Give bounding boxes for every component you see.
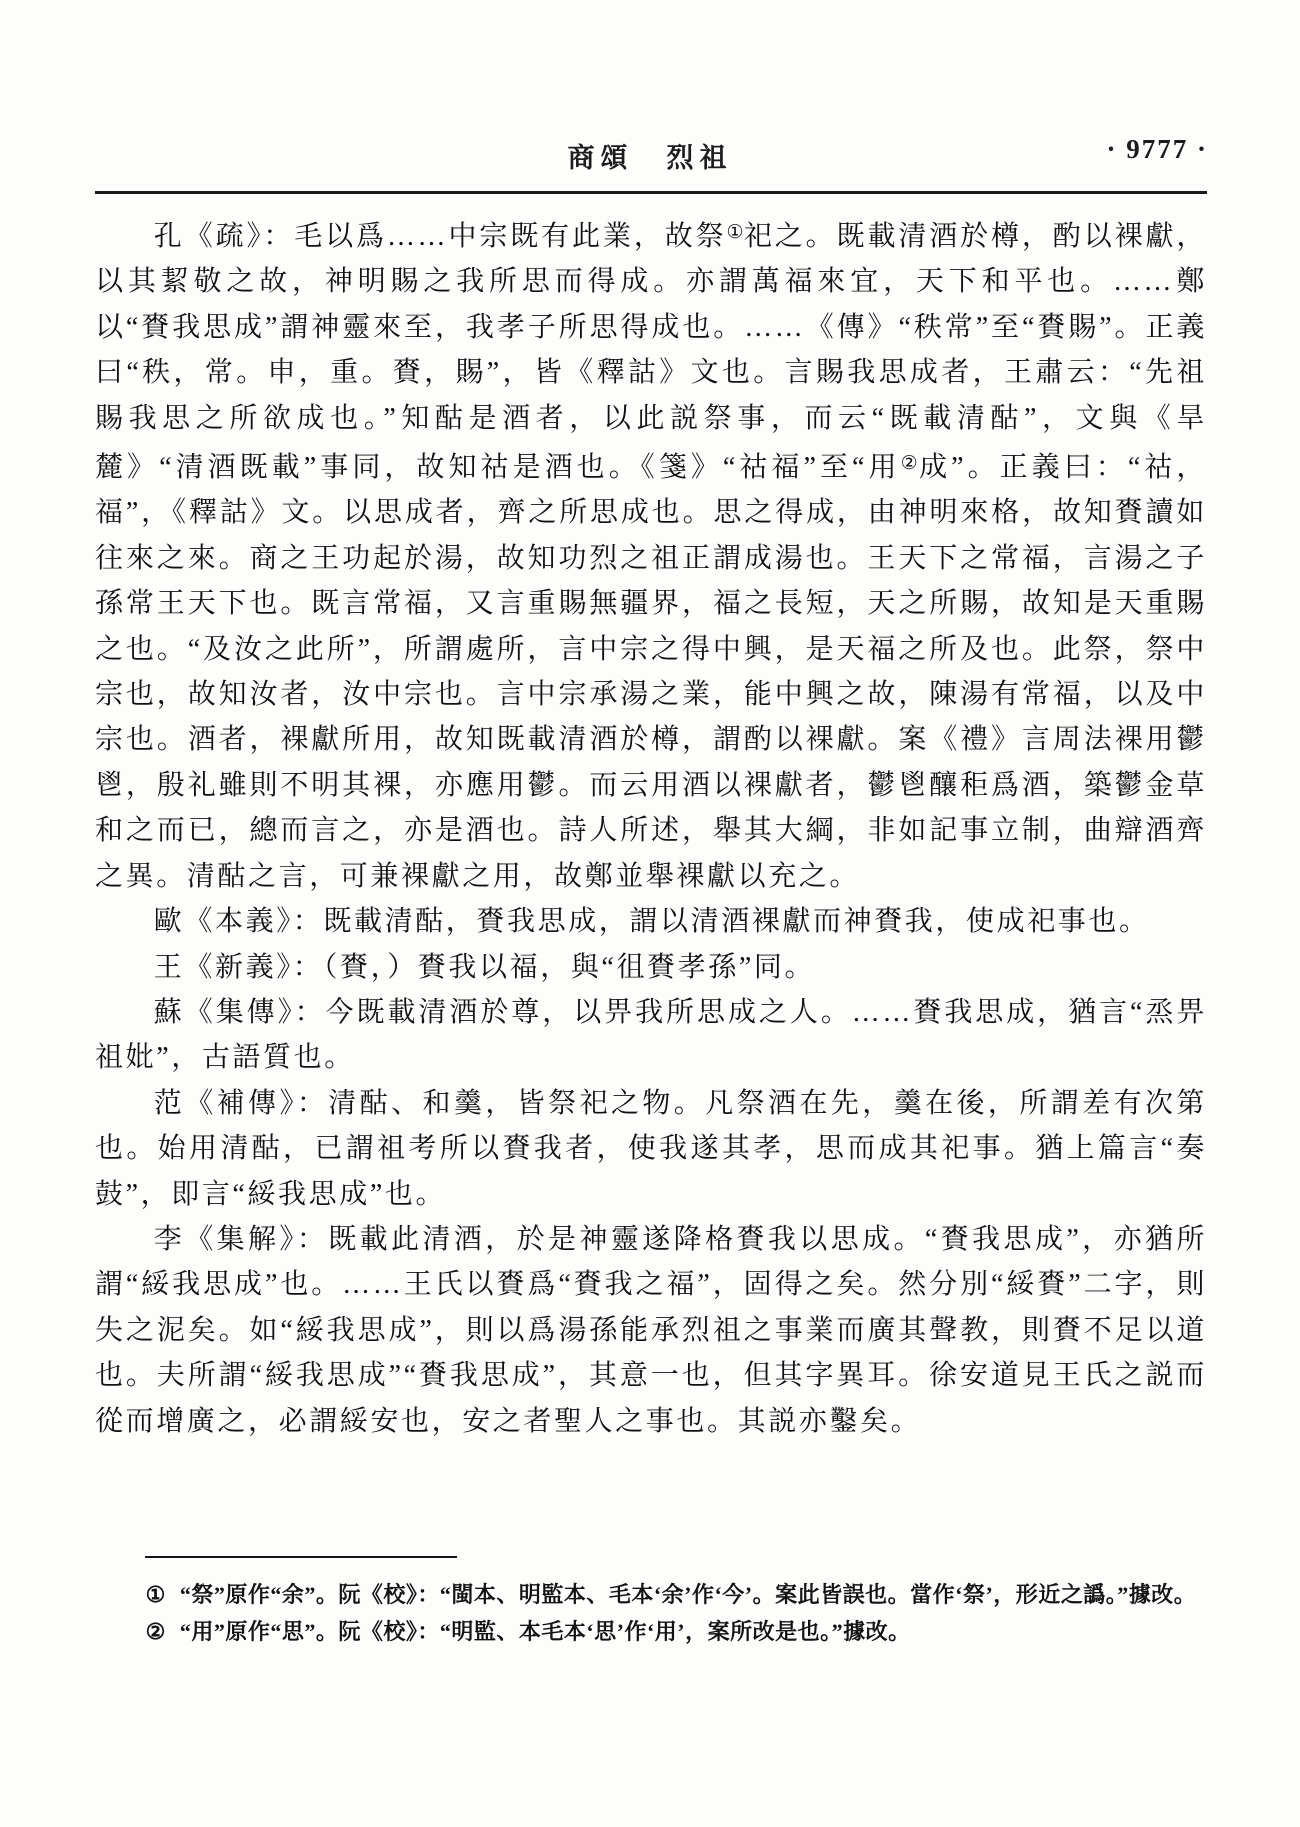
paragraph-text: 成”。正義曰：“祜，福”，《釋詁》文。以思成者，齊之所思成也。思之得成，由神明來格，故知賚讀如往來之來。商之王功起於湯，故知功烈之祖正謂成湯也。王天下之常福，言湯之子孫常王天下也。既言常福，又言重賜無疆界，福之長短，天之所賜，故知是天重賜之也。“及汝之此所”，所謂處所，言中宗之得中興，是天福之所及也。此祭，祭中宗也，故知汝者，汝中宗也。言中宗承湯之業，能中興之故，陳湯有常福，以及中宗也。酒者，裸獻所用，故知既載清酒於樽，謂酌以裸獻。案《禮》言周法裸用鬱鬯，殷礼雖則不明其裸，亦應用鬱。而云用酒以裸獻者，鬱鬯釀秬爲酒，築鬱金草和之而已，總而言之，亦是酒也。詩人所述，舉其大綱，非如記事立制，曲辯酒齊之異。清酤之言，可兼裸獻之用，故鄭並舉裸獻以充之。	[95, 452, 1207, 892]
footnote-separator-rule	[145, 1556, 457, 1558]
paragraph-fan-buzhuan: 范《補傳》：清酤、和羹，皆祭祀之物。凡祭酒在先，羹在後，所謂差有次第也。始用清酤，已謂祖考所以賚我者，使我遂其孝，思而成其祀事。猶上篇言“奏鼓”，即言“綏我思成”也。	[95, 1087, 1207, 1210]
footnote-2-text: “用”原作“思”。阮《校》：“明監、本毛本‘思’作‘用’，案所改是也。”據改。	[179, 1618, 911, 1644]
paragraph-kong-shu	[95, 210, 1207, 899]
chapter-title: 商頌 烈祖	[567, 143, 733, 173]
page-number: · 9777 ·	[1106, 134, 1208, 164]
header-rule	[95, 191, 1207, 194]
footnote-2-marker: ②	[145, 1618, 166, 1644]
footnote-2	[95, 1615, 1217, 1649]
paragraph-text: 孔《疏》：毛以爲……中宗既有此業，故祭	[153, 221, 727, 252]
paragraph-su-jizhuan: 蘇《集傳》：今既載清酒於尊，以畀我所思成之人。……賚我思成，猶言“烝畀祖妣”，古語質也。	[95, 996, 1207, 1074]
footnotes-section	[95, 1578, 1217, 1651]
footnote-1	[95, 1578, 1217, 1612]
footnote-ref-1: ①	[726, 222, 744, 243]
footnote-ref-2: ②	[900, 453, 920, 475]
footnote-1-text: “祭”原作“余”。阮《校》：“閩本、明監本、毛本‘余’作‘今’。案此皆誤也。當作‘祭’，形近之譌。”據改。	[179, 1582, 1197, 1607]
paragraph-text: 祀之。既載清酒於樽，酌以裸獻，以其絜敬之故，神明賜之我所思而得成。亦謂萬福來宜，天下和平也。……鄭以“賚我思成”謂神靈來至，我孝子所思得成也。……《傳》“秩常”至“賚賜”。正義曰“秩，常。申，重。賚，賜”，皆《釋詁》文也。言賜我思成者，王肅云：“先祖賜我思之所欲成也。”知酤是酒者，以此説祭事，而云“既載清酤”，文與《旱麓》“清酒既載”事同，故知祜是酒也。《箋》“祜福”至“用	[95, 221, 1207, 484]
footnote-1-marker: ①	[145, 1582, 166, 1607]
paragraph-ou-benyi: 歐《本義》：既載清酤，賚我思成，謂以清酒裸獻而神賚我，使成祀事也。	[153, 906, 1150, 938]
commentary-body	[95, 210, 1207, 1444]
paragraph-wang-xinyi: 王《新義》：（賚，）賚我以福，與“徂賚孝孫”同。	[153, 951, 816, 983]
paragraph-li-jijie: 李《集解》：既載此清酒，於是神靈遂降格賚我以思成。“賚我思成”，亦猶所謂“綏我思成”也。……王氏以賚爲“賚我之福”，固得之矣。然分別“綏賚”二字，則失之泥矣。如“綏我思成”，則以爲湯孫能承烈祖之事業而廣其聲教，則賚不足以道也。夫所謂“綏我思成”“賚我思成”，其意一也，但其字異耳。徐安道見王氏之説而從而增廣之，必謂綏安也，安之者聖人之事也。其説亦鑿矣。	[95, 1223, 1207, 1437]
